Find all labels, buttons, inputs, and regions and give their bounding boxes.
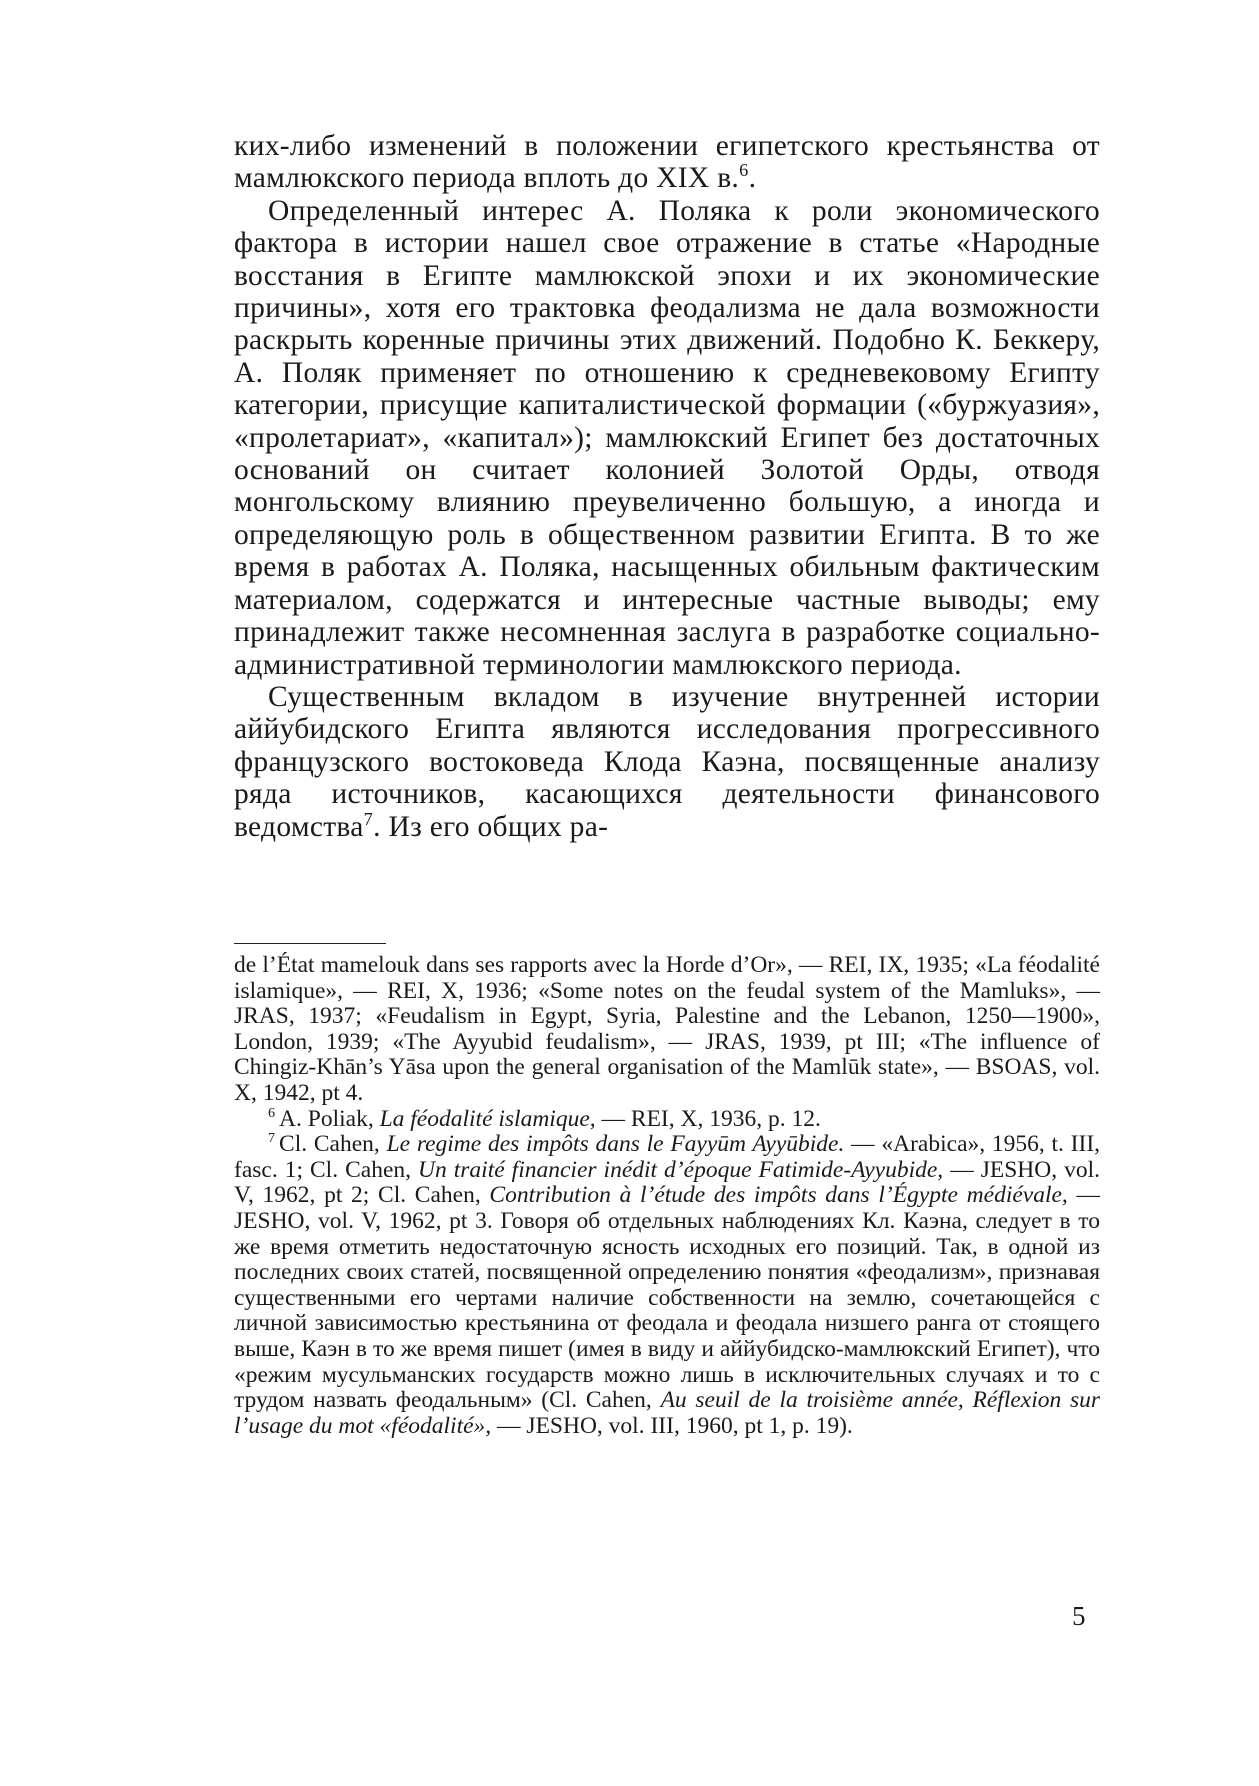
footnote-7-rest-3: — JESHO, vol. V, 1962, pt 3. Говоря об отдельных наблюдениях Кл. Каэна, следует в то же время отметить недостаточную ясность исходных его позиций. Так, в одной из последних своих статей, посвященной определению понятия «феодализм», признавая существенными его чертами наличие собственности на землю, сочетающейся с личной зависимостью крестьянина от феодала и феодала низшего ранга от стоящего выше, Каэн в то же время пишет (имея в виду и аййубидско-мамлюкский Египет), что «режим мусульманских государств можно лишь в исключительных случаях и то с трудом назвать феодальным» (Cl. Cahen, — [234, 1182, 1101, 1414]
paragraph-3-end: . Из его общих ра- — [373, 810, 609, 843]
footnote-6-title: La féodalité islamique, — [379, 1105, 596, 1132]
footnote-7-rest-1: — «Arabica», 1956, t. III, fasc. 1; Cl. Cahen, — [234, 1131, 1101, 1183]
footnote-6-rest: — REI, X, 1936, p. 12. — [601, 1105, 821, 1132]
footnotes — [234, 953, 1100, 1439]
footnote-ref-7[interactable]: 7 — [363, 808, 374, 829]
footnote-7-title-2: Un traité financier inédit d’époque Fatimide-Ayyubide, — [418, 1156, 944, 1183]
footnote-divider — [234, 943, 386, 944]
footnote-ref-6[interactable]: 6 — [739, 160, 749, 181]
footnote-7-title-4: Au seuil de la troisième année, Réflexion sur l’usage du mot «féodalité», — [234, 1387, 1101, 1439]
footnote-6-mark: 6 — [268, 1104, 276, 1121]
footnote-continuation: de l’État mamelouk dans ses rapports avec la Horde d’Or», — REI, IX, 1935; «La féodalité islamique», — REI, X, 1936; «Some notes on the feudal system of the Mamluks», — JRAS, 1937; «Feudalism in Egypt, Syria, Palestine and the Lebanon, 1250—1900», London, 1939; «The Ayyubid feudalism», — JRAS, 1939, pt III; «The influence of Chingiz-Khān’s Yāsa upon the general organisation of the Mamlūk state», — BSOAS, vol. X, 1942, pt 4. — [234, 952, 1100, 1106]
footnote-7-rest-4: — JESHO, vol. III, 1960, pt 1, p. 19). — [497, 1412, 853, 1439]
paragraph-1-text: ких-либо изменений в положении египетского крестьянства от мамлюкского периода вплоть до XIX в. — [234, 130, 1100, 195]
footnote-7-title-3: Contribution à l’étude des impôts dans l’Égypte médiévale, — [489, 1182, 1068, 1209]
paragraph-1 — [234, 130, 1100, 195]
footnote-7-author-1: Cl. Cahen, — [279, 1131, 380, 1158]
footnote-7 — [234, 1132, 1100, 1439]
page-number: 5 — [1072, 1601, 1086, 1631]
footnote-7-rest-2: — JESHO, vol. V, 1962, pt 2; Cl. Cahen, — [234, 1156, 1101, 1209]
footnote-7-mark: 7 — [268, 1130, 276, 1147]
main-text — [234, 130, 1100, 843]
footnote-7-title-1: Le regime des impôts dans le Fayyūm Ayyūbide. — [386, 1131, 845, 1158]
paragraph-3 — [234, 681, 1100, 843]
paragraph-1-end: . — [748, 162, 757, 195]
paragraph-2: Определенный интерес А. Поляка к роли экономического фактора в истории нашел свое отражение в статье «Народные восстания в Египте мамлюкской эпохи и их экономические причины», хотя его трактовка феодализма не дала возможности раскрыть коренные причины этих движений. Подобно К. Беккеру, А. Поляк применяет по отношению к средневековому Египту категории, присущие капиталистической формации («буржуазия», «пролетариат», «капитал»); мамлюкский Египет без достаточных оснований он считает колонией Золотой Орды, отводя монгольскому влиянию преувеличенно большую, а иногда и определяющую роль в общественном развитии Египта. В то же время в работах А. Поляка, насыщенных обильным фактическим материалом, содержатся и интересные частные выводы; ему принадлежит также несомненная заслуга в разработке социально-административной терминологии мамлюкского периода. — [234, 194, 1100, 681]
footnote-6-author: A. Poliak, — [279, 1105, 374, 1132]
paragraph-3-text: Существенным вкладом в изучение внутренней истории аййубидского Египта являются исследования прогрессивного французского востоковеда Клода Каэна, посвященные анализу ряда источников, касающихся деятельности финансового ведомства — [234, 680, 1100, 843]
footnote-6 — [234, 1104, 1100, 1133]
